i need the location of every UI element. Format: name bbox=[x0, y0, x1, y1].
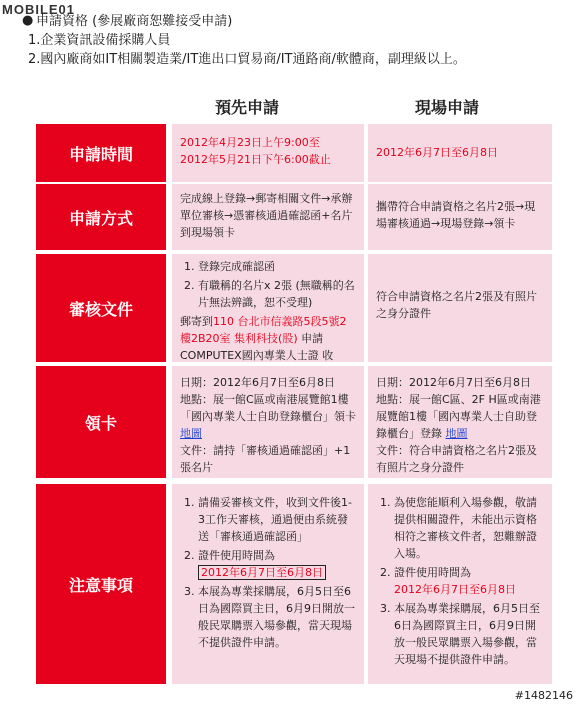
row-pickup bbox=[36, 366, 552, 478]
row-label-time: 申請時間 bbox=[36, 124, 166, 182]
intro-block bbox=[22, 12, 466, 69]
notes-pre-item-1: 1. 請備妥審核文件，收到文件後1-3工作天審核，通過便由系統發送「審核通過確認函」 bbox=[198, 494, 356, 545]
column-header-onsite: 現場申請 bbox=[415, 98, 480, 117]
docs-item-2: 2. 有職稱的名片x 2張 (無職稱的名片無法辨識，恕不受理) bbox=[198, 277, 356, 311]
watermark: #1482146 bbox=[514, 689, 573, 702]
notes-pre-item-3: 3. 本展為專業採購展，6月5日至6日為國際買主日，6月9日開放一般民眾購票入場參觀，當天現場不提供證件申請。 bbox=[198, 583, 356, 651]
notes-pre-item-2: 2. 證件使用時間為 2012年6月7日至6月8日 bbox=[198, 547, 356, 581]
row-label-docs: 審核文件 bbox=[36, 254, 166, 362]
cell-method-onsite: 攜帶符合申請資格之名片2張→現場審核通過→現場登錄→領卡 bbox=[368, 184, 552, 250]
column-header-pre: 預先申請 bbox=[215, 98, 280, 117]
cell-time-pre: 2012年4月23日上午9:00至 2012年5月21日下午6:00截止 bbox=[172, 124, 364, 182]
cell-pickup-pre: 日期：2012年6月7日至6月8日 地點：展一館C區或南港展覽館1樓「國內專業人士自助登錄櫃台」領卡 地圖 文件：請持「審核通過確認函」+1張名片 bbox=[172, 366, 364, 478]
docs-item-1: 1. 登錄完成確認函 bbox=[198, 258, 356, 275]
cell-time-onsite: 2012年6月7日至6月8日 bbox=[368, 124, 552, 182]
cell-notes-pre bbox=[172, 484, 364, 684]
docs-mail: 郵寄到110 台北市信義路5段5號2樓2B20室 集利科技(股) 申請COMPUTEX國內專業人士證 收 bbox=[180, 315, 347, 362]
bullet-icon: ● bbox=[22, 13, 34, 28]
intro-line-2: 1.企業資訊設備採購人員 bbox=[28, 33, 171, 48]
row-time bbox=[36, 124, 552, 182]
cell-pickup-onsite: 日期：2012年6月7日至6月8日 地點：展一館C區、2F H區或南港展覽館1樓「國內專業人士自助登錄櫃台」登錄 地圖 文件：符合申請資格之名片2張及有照片之身分證件 bbox=[368, 366, 552, 478]
intro-line-3: 2.國內廠商如IT相關製造業/IT進出口貿易商/IT通路商/軟體商，副理級以上。 bbox=[28, 52, 466, 67]
row-method bbox=[36, 184, 552, 250]
notes-pre-date-box: 2012年6月7日至6月8日 bbox=[198, 565, 326, 580]
cell-method-pre: 完成線上登錄→郵寄相關文件→承辦單位審核→憑審核通過確認函+名片到現場領卡 bbox=[172, 184, 364, 250]
site-logo: MOBILE01 bbox=[2, 2, 76, 17]
notes-onsite-item-2: 2. 證件使用時間為 2012年6月7日至6月8日 bbox=[394, 564, 544, 598]
map-link-onsite[interactable]: 地圖 bbox=[445, 427, 468, 440]
row-notes bbox=[36, 484, 552, 684]
cell-docs-pre bbox=[172, 254, 364, 362]
row-docs bbox=[36, 254, 552, 362]
cell-notes-onsite bbox=[368, 484, 552, 684]
map-link-pre[interactable]: 地圖 bbox=[180, 427, 202, 440]
row-label-method: 申請方式 bbox=[36, 184, 166, 250]
row-label-pickup: 領卡 bbox=[36, 366, 166, 478]
notes-onsite-item-1: 1. 為使您能順利入場參觀，敬請提供相關證件，未能出示資格相符之審核文件者，恕難辦證入場。 bbox=[394, 494, 544, 562]
cell-docs-onsite: 符合申請資格之名片2張及有照片之身分證件 bbox=[368, 254, 552, 362]
intro-line-1: 申請資格 (參展廠商恕難接受申請) bbox=[36, 14, 233, 29]
row-label-notes: 注意事項 bbox=[36, 484, 166, 684]
notes-onsite-item-3: 3. 本展為專業採購展，6月5日至6日為國際買主日，6月9日開放一般民眾購票入場參觀，當天現場不提供證件申請。 bbox=[394, 600, 544, 668]
